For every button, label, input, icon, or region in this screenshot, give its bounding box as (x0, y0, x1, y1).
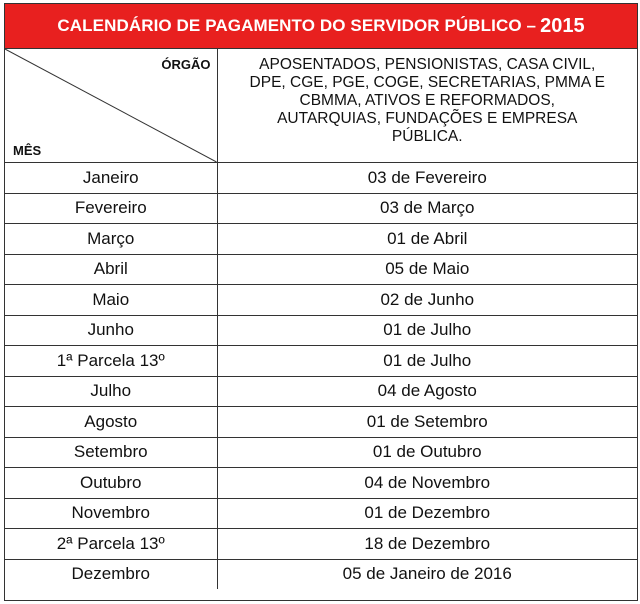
month-cell: 1ª Parcela 13º (5, 346, 217, 377)
payment-date-cell: 05 de Janeiro de 2016 (217, 559, 637, 589)
header-corner-cell (5, 49, 217, 163)
month-cell: Março (5, 224, 217, 255)
orgaos-line: CBMMA, ATIVOS E REFORMADOS, (299, 92, 555, 109)
table-row (5, 346, 637, 377)
orgaos-line: AUTARQUIAS, FUNDAÇÕES E EMPRESA (277, 110, 578, 127)
table-row (5, 468, 637, 499)
month-cell: Dezembro (5, 559, 217, 589)
month-cell: Setembro (5, 437, 217, 468)
month-cell: 2ª Parcela 13º (5, 529, 217, 560)
month-cell: Novembro (5, 498, 217, 529)
month-cell: Fevereiro (5, 193, 217, 224)
table-row (5, 193, 637, 224)
title-bar (5, 4, 637, 49)
table-row (5, 285, 637, 316)
orgaos-line: PÚBLICA. (391, 128, 463, 145)
payment-date-cell: 01 de Outubro (217, 437, 637, 468)
month-cell: Janeiro (5, 163, 217, 194)
table-row (5, 254, 637, 285)
month-cell: Junho (5, 315, 217, 346)
mes-header-label: MÊS (13, 143, 42, 158)
month-cell: Julho (5, 376, 217, 407)
payment-date-cell: 04 de Agosto (217, 376, 637, 407)
orgaos-header-cell (217, 49, 637, 163)
payment-date-cell: 03 de Março (217, 193, 637, 224)
table-row (5, 498, 637, 529)
payment-date-cell: 01 de Julho (217, 315, 637, 346)
table-row (5, 224, 637, 255)
month-cell: Outubro (5, 468, 217, 499)
title-year: 2015 (540, 14, 585, 37)
orgaos-line: DPE, CGE, PGE, COGE, SECRETARIAS, PMMA E (249, 74, 605, 91)
page-title: CALENDÁRIO DE PAGAMENTO DO SERVIDOR PÚBLICO – (57, 16, 537, 35)
table-row (5, 407, 637, 438)
payment-date-cell: 01 de Abril (217, 224, 637, 255)
table-row (5, 315, 637, 346)
payment-date-cell: 02 de Junho (217, 285, 637, 316)
table-header-row (5, 49, 637, 163)
month-cell: Abril (5, 254, 217, 285)
payment-date-cell: 01 de Dezembro (217, 498, 637, 529)
payment-date-cell: 01 de Setembro (217, 407, 637, 438)
schedule-table (5, 49, 637, 589)
table-row (5, 376, 637, 407)
month-cell: Maio (5, 285, 217, 316)
month-cell: Agosto (5, 407, 217, 438)
table-row (5, 163, 637, 194)
table-row (5, 437, 637, 468)
payment-date-cell: 03 de Fevereiro (217, 163, 637, 194)
payment-date-cell: 04 de Novembro (217, 468, 637, 499)
payment-date-cell: 05 de Maio (217, 254, 637, 285)
orgaos-description (218, 49, 638, 146)
payment-date-cell: 01 de Julho (217, 346, 637, 377)
table-row (5, 559, 637, 589)
payment-calendar (4, 3, 638, 601)
orgaos-line: APOSENTADOS, PENSIONISTAS, CASA CIVIL, (259, 56, 596, 73)
table-row (5, 529, 637, 560)
payment-date-cell: 18 de Dezembro (217, 529, 637, 560)
orgao-header-label: ÓRGÃO (161, 57, 211, 72)
